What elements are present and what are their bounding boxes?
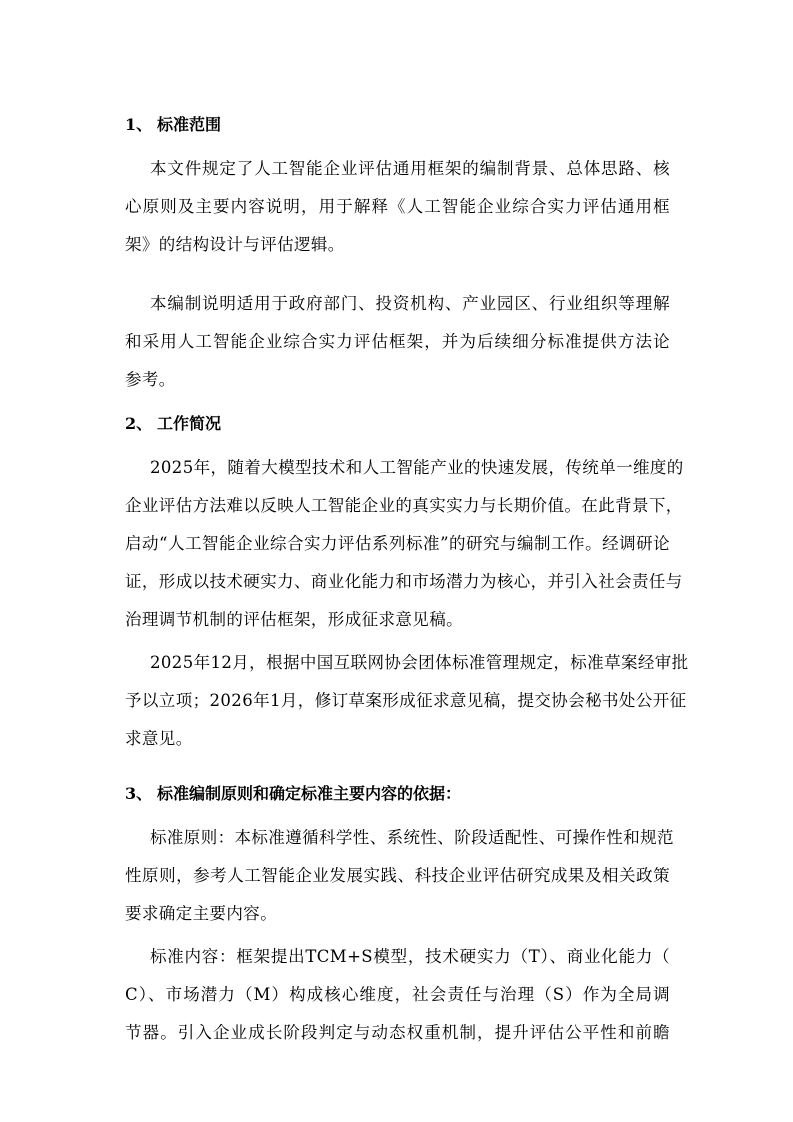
paragraph-line: 和采用人工智能企业综合实力评估框架，并为后续细分标准提供方法论 [125, 332, 670, 351]
paragraph-line: 企业评估方法难以反映人工智能企业的真实实力与长期价值。在此背景下， [125, 496, 683, 515]
paragraph-line: 2025年12月，根据中国互联网协会团体标准管理规定，标准草案经审批 [150, 653, 689, 672]
section-number: 1、 [125, 115, 153, 134]
paragraph-line: 予以立项；2026年1月，修订草案形成征求意见稿，提交协会秘书处公开征 [125, 691, 687, 710]
paragraph-line: 本编制说明适用于政府部门、投资机构、产业园区、行业组织等理解 [150, 294, 670, 313]
paragraph-line: 本文件规定了人工智能企业评估通用框架的编制背景、总体思路、核 [150, 159, 670, 178]
paragraph-line: 要求确定主要内容。 [125, 904, 278, 923]
paragraph-line: 2025年，随着大模型技术和人工智能产业的快速发展，传统单一维度的 [150, 458, 684, 477]
paragraph-line: 架》的结构设计与评估逻辑。 [125, 235, 345, 254]
section-number: 2、 [125, 414, 153, 433]
section-2-heading [125, 411, 221, 434]
paragraph-line: 标准内容：框架提出TCM+S模型，技术硬实力（T）、商业化能力（ [150, 947, 670, 966]
paragraph-line: 节器。引入企业成长阶段判定与动态权重机制，提升评估公平性和前瞻 [125, 1023, 670, 1042]
paragraph-line: 治理调节机制的评估框架，形成征求意见稿。 [125, 610, 463, 629]
paragraph-line: 参考。 [125, 370, 176, 389]
section-1-heading [125, 112, 221, 135]
paragraph-line: 性原则，参考人工智能企业发展实践、科技企业评估研究成果及相关政策 [125, 866, 670, 885]
paragraph-line: 标准原则：本标准遵循科学性、系统性、阶段适配性、可操作性和规范 [150, 828, 674, 847]
paragraph-line: 证，形成以技术硬实力、商业化能力和市场潜力为核心，并引入社会责任与 [125, 572, 683, 591]
section-number: 3、 [125, 784, 153, 803]
paragraph-line: 启动“人工智能企业综合实力评估系列标准”的研究与编制工作。经调研论 [125, 534, 670, 553]
section-title: 标准编制原则和确定标准主要内容的依据： [157, 784, 462, 803]
section-title: 工作简况 [157, 414, 222, 433]
section-title: 标准范围 [157, 115, 222, 134]
section-3-heading [125, 781, 461, 804]
paragraph-line: 心原则及主要内容说明，用于解释《人工智能企业综合实力评估通用框 [125, 197, 670, 216]
paragraph-line: C）、市场潜力（M）构成核心维度，社会责任与治理（S）作为全局调 [125, 985, 670, 1004]
paragraph-line: 求意见。 [125, 729, 193, 748]
